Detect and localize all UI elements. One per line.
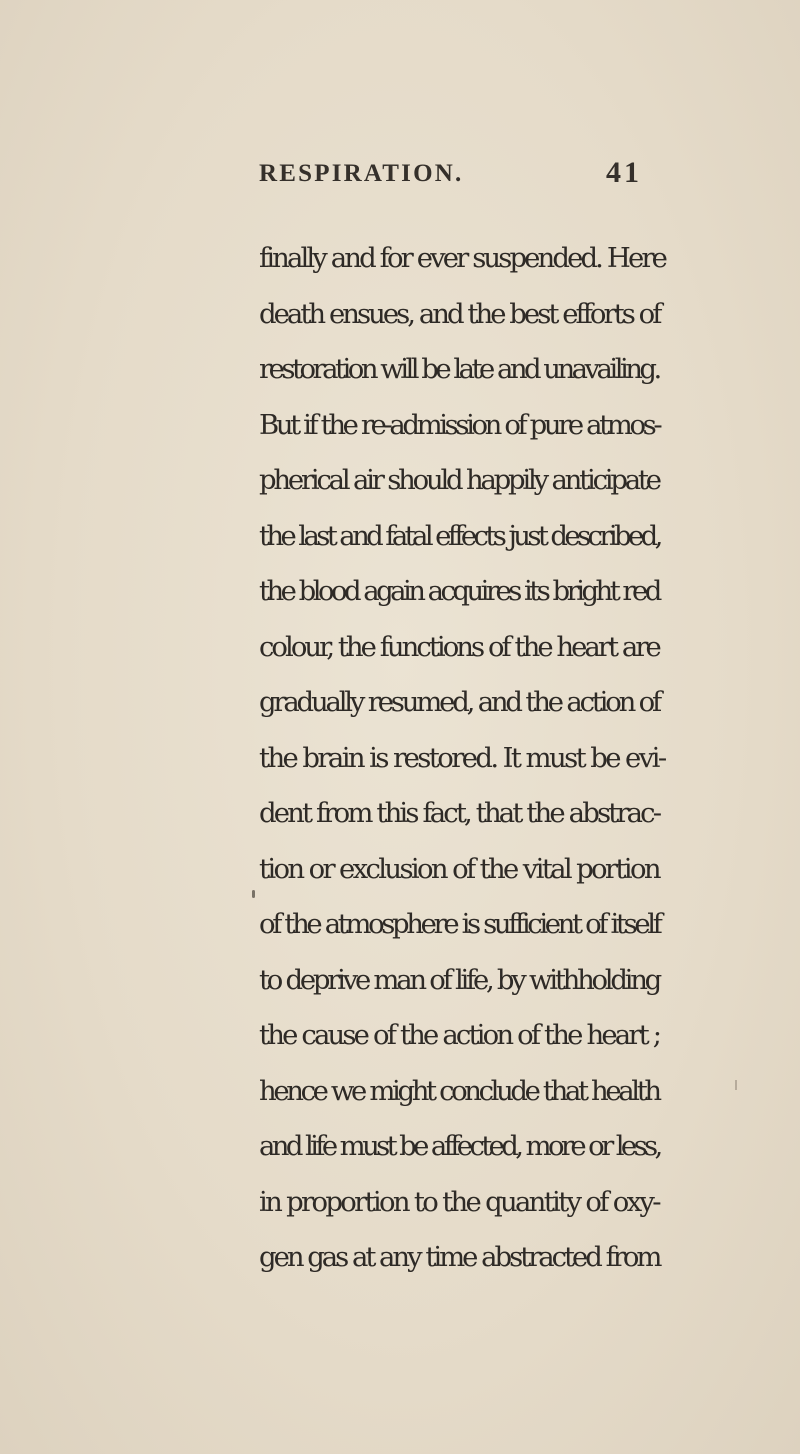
text-line: and life must be affected, more or less, (259, 1130, 660, 1162)
text-line: gen gas at any time abstracted from (259, 1241, 660, 1273)
text-line: gradually resumed, and the action of (259, 686, 660, 718)
text-line: colour, the functions of the heart are (259, 630, 659, 663)
text-line: the cause of the action of the heart ; (259, 1019, 660, 1051)
text-line: to deprive man of life, by withholding (259, 963, 660, 996)
page-number: 41 (606, 156, 642, 189)
running-title: RESPIRATION. (259, 160, 464, 187)
body-text (259, 231, 665, 1286)
text-line: hence we might conclude that health (259, 1074, 659, 1107)
text-line: pherical air should happily anticipate (259, 464, 659, 496)
text-line: finally and for ever suspended. Here (259, 242, 665, 274)
text-line: tion or exclusion of the vital portion (259, 852, 659, 885)
ink-speck (252, 890, 255, 898)
text-line: in proportion to the quantity of oxy- (259, 1185, 659, 1218)
text-line: dent from this fact, that the abstrac- (259, 797, 660, 829)
text-line: the brain is restored. It must be evi- (259, 741, 665, 774)
ink-speck (735, 1080, 737, 1090)
page-header (0, 156, 800, 200)
text-line: death ensues, and the best efforts of (259, 297, 660, 330)
text-line: But if the re-admission of pure atmos- (259, 408, 660, 441)
text-line: the blood again acquires its bright red (259, 575, 659, 607)
text-line: the last and fatal effects just described, (259, 519, 660, 552)
text-line: restoration will be late and unavailing. (259, 353, 659, 385)
text-line: of the atmosphere is sufficient of itself (259, 908, 660, 940)
